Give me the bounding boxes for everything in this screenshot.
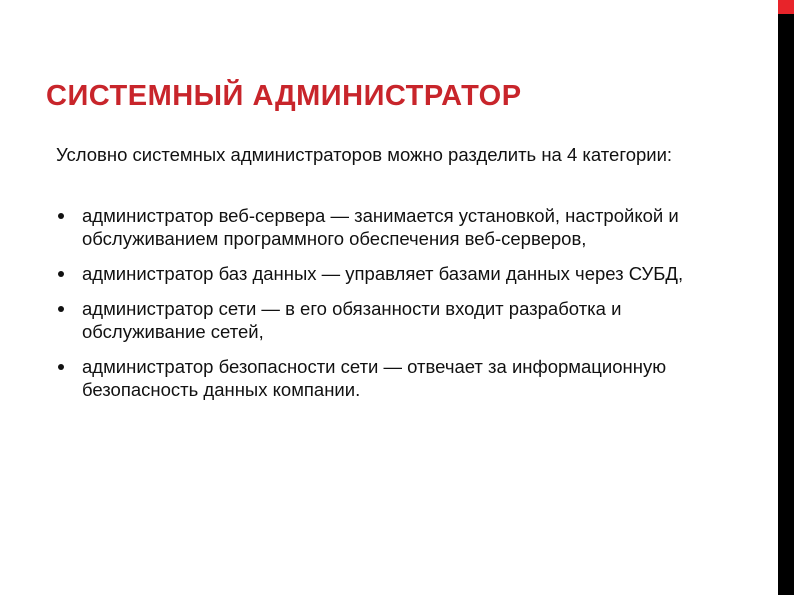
bullet-icon (58, 306, 64, 312)
list-item-text: администратор баз данных — управляет базами данных через СУБД, (82, 263, 684, 284)
accent-bar-tip (778, 0, 794, 14)
list-item (56, 262, 746, 285)
intro-paragraph: Условно системных администраторов можно разделить на 4 категории: (56, 144, 673, 165)
list-item-text: администратор веб-сервера — занимается установкой, настройкой и обслуживанием программного обеспечения веб-серверов, (82, 205, 679, 249)
list-item (56, 204, 746, 250)
bullet-list (56, 204, 746, 413)
list-item-text: администратор сети — в его обязанности входит разработка и обслуживание сетей, (82, 298, 622, 342)
bullet-icon (58, 271, 64, 277)
list-item (56, 355, 746, 401)
bullet-icon (58, 364, 64, 370)
right-accent-bar (778, 0, 794, 595)
bullet-icon (58, 213, 64, 219)
slide-title: СИСТЕМНЫЙ АДМИНИСТРАТОР (46, 80, 522, 112)
list-item-text: администратор безопасности сети — отвечает за информационную безопасность данных компании. (82, 356, 667, 400)
list-item (56, 297, 746, 343)
